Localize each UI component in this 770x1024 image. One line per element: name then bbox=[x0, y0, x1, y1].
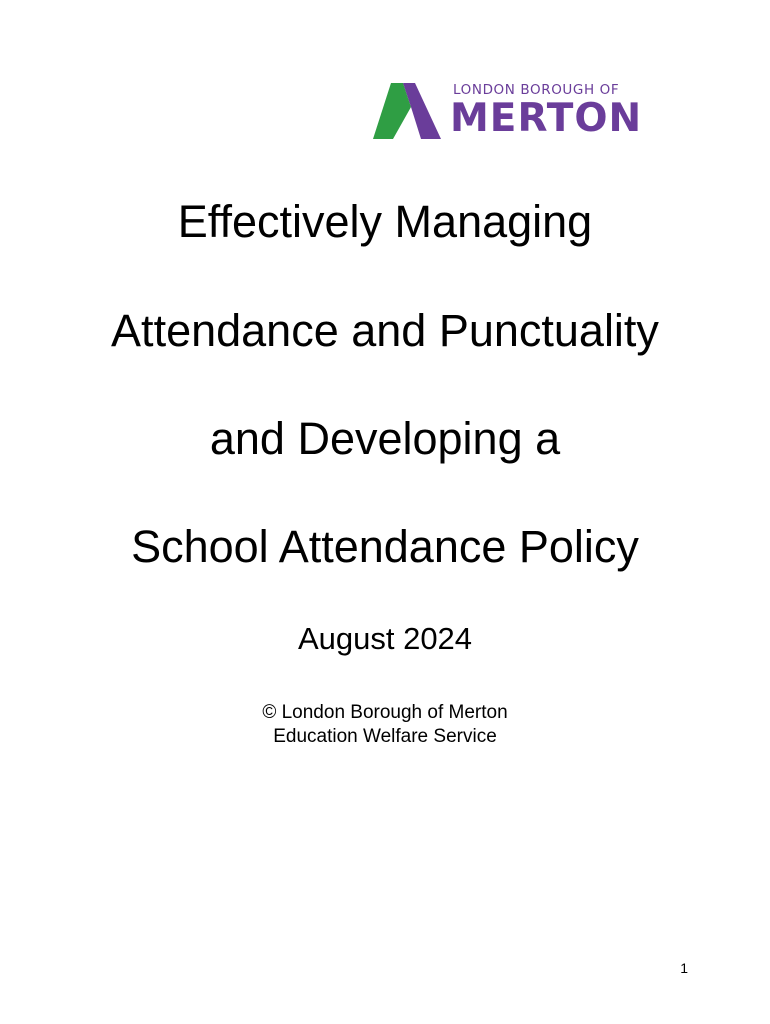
title-line-3: and Developing a bbox=[209, 413, 561, 464]
page-number: 1 bbox=[680, 960, 688, 976]
copyright-line: © London Borough of Merton bbox=[262, 702, 508, 723]
merton-m-logo-icon bbox=[371, 79, 443, 141]
logo-top-text: LONDON BOROUGH OF bbox=[453, 82, 620, 98]
service-name: Education Welfare Service bbox=[273, 726, 497, 747]
title-line-2: Attendance and Punctuality bbox=[111, 305, 659, 356]
title-line-4: School Attendance Policy bbox=[131, 521, 639, 572]
logo-main-text: MERTON bbox=[450, 96, 643, 141]
merton-logo bbox=[371, 79, 643, 141]
title-line-1: Effectively Managing bbox=[177, 196, 593, 247]
document-date: August 2024 bbox=[297, 621, 473, 656]
